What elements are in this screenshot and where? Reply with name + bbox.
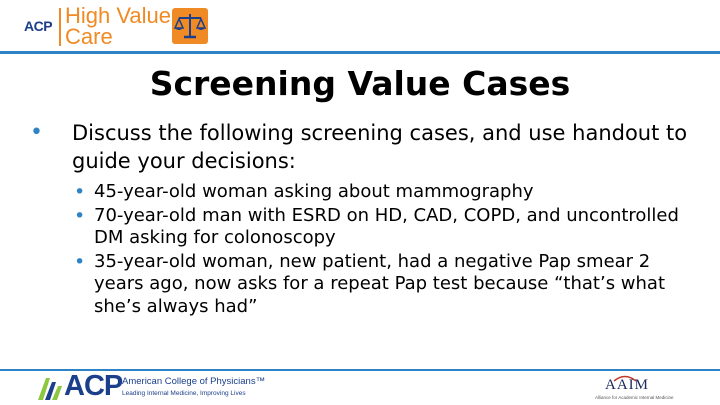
header-divider bbox=[0, 51, 720, 54]
main-bullet bbox=[30, 119, 690, 175]
sub-bullet-list bbox=[74, 181, 690, 318]
sub-bullet-text: 35-year-old woman, new patient, had a negative Pap smear 2 years ago, now asks for a repeat Pap test because “that’s what she’s always had” bbox=[94, 250, 666, 317]
bullet-icon: • bbox=[74, 204, 86, 227]
acp-logo bbox=[36, 370, 286, 404]
acp-wordmark: ACP bbox=[64, 370, 123, 402]
sub-bullet bbox=[74, 181, 690, 204]
bullet-icon: • bbox=[74, 250, 86, 273]
acp-emblem-icon bbox=[36, 374, 66, 402]
aaim-wordmark: AAIM bbox=[605, 377, 649, 393]
acp-full-name: American College of Physicians™ bbox=[122, 376, 266, 387]
bullet-icon: • bbox=[74, 181, 86, 203]
balance-scale-icon bbox=[172, 8, 208, 44]
bullet-icon: • bbox=[30, 120, 43, 145]
sub-bullet-text: 70-year-old man with ESRD on HD, CAD, COPD, and uncontrolled DM asking for colonoscopy bbox=[94, 204, 679, 248]
aaim-logo bbox=[595, 374, 675, 404]
acp-small-wordmark: ACP bbox=[24, 18, 53, 34]
sub-bullet bbox=[74, 205, 690, 250]
logo-line-1: High Value bbox=[65, 3, 171, 28]
slide-body bbox=[30, 119, 690, 319]
aaim-tagline: Alliance for Academic Internal Medicine bbox=[595, 395, 674, 400]
acp-tagline: Leading Internal Medicine, Improving Lives bbox=[122, 390, 246, 397]
main-bullet-text: Discuss the following screening cases, and use handout to guide your decisions: bbox=[72, 121, 688, 173]
slide-title: Screening Value Cases bbox=[149, 64, 571, 103]
footer bbox=[0, 372, 720, 405]
logo-line-2: Care bbox=[65, 24, 113, 49]
logo-divider bbox=[59, 8, 61, 46]
sub-bullet bbox=[74, 251, 690, 319]
sub-bullet-text: 45-year-old woman asking about mammography bbox=[94, 181, 534, 202]
